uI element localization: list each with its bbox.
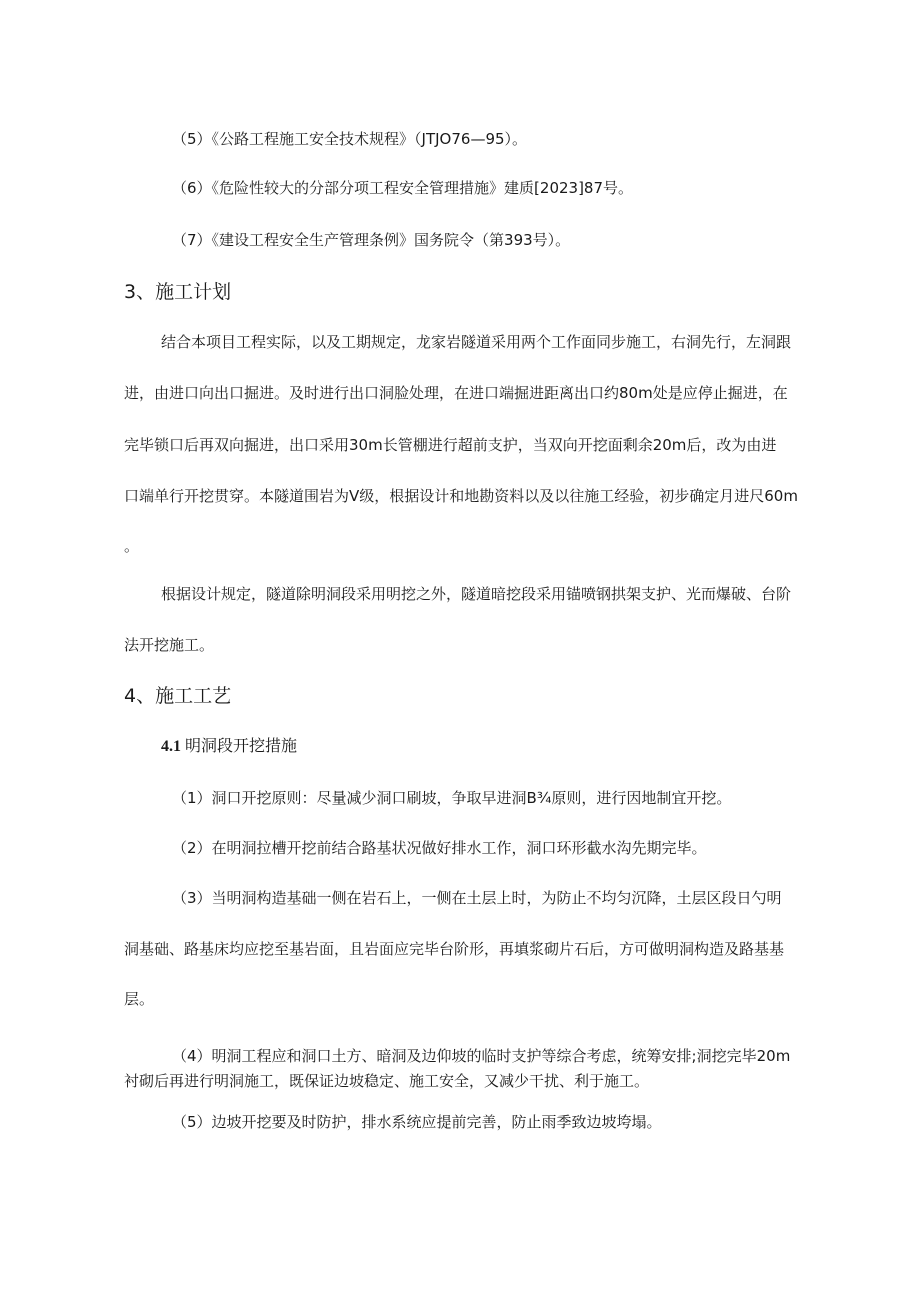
subsection-4-1-number: 4.1 — [161, 738, 181, 755]
ref-item-5: （5）《公路工程施工安全技术规程》（JTJO76—95）。 — [172, 130, 528, 148]
section-4-item-3-line1: （3）当明洞构造基础一侧在岩石上，一侧在土层上时，为防止不均匀沉降，土层区段日勺明 — [172, 889, 782, 907]
section-4-heading: 4、施工工艺 — [124, 685, 232, 707]
section-4-item-5: （5）边坡开挖要及时防护，排水系统应提前完善，防止雨季致边坡垮塌。 — [172, 1113, 662, 1131]
section-3-para1-line4: 口端单行开挖贯穿。本隧道围岩为V级，根据设计和地勘资料以及以往施工经验，初步确定月进尺60m — [124, 487, 798, 505]
section-3-para1-line3: 完毕锁口后再双向掘进，出口采用30m长管棚进行超前支护，当双向开挖面剩余20m后，改为由进 — [124, 436, 777, 454]
section-3-para2-line2: 法开挖施工。 — [124, 636, 215, 654]
section-3-para1-line2: 进，由进口向出口掘进。及时进行出口洞脸处理，在进口端掘进距离出口约80m处是应停止掘进，在 — [124, 384, 788, 402]
section-3-para1-line1: 结合本项目工程实际，以及工期规定，龙家岩隧道采用两个工作面同步施工，右洞先行，左洞跟 — [161, 333, 792, 351]
section-4-item-4-line2: 衬砌后再进行明洞施工，既保证边坡稳定、施工安全，又减少干扰、利于施工。 — [124, 1072, 650, 1090]
section-4-item-3-line2: 洞基础、路基床均应挖至基岩面，且岩面应完毕台阶形，再填浆砌片石后，方可做明洞构造及路基基 — [124, 940, 785, 958]
subsection-4-1-heading — [161, 735, 297, 758]
section-4-item-4-line1: （4）明洞工程应和洞口土方、暗洞及边仰坡的临时支护等综合考虑，统筹安排;洞挖完毕20m — [172, 1047, 791, 1065]
section-3-heading: 3、施工计划 — [124, 281, 232, 303]
section-4-item-1: （1）洞口开挖原则：尽量减少洞口刷坡，争取早进洞B¾原则，进行因地制宜开挖。 — [172, 789, 732, 807]
section-4-item-2: （2）在明洞拉槽开挖前结合路基状况做好排水工作，洞口环形截水沟先期完毕。 — [172, 839, 707, 857]
subsection-4-1-title: 明洞段开挖措施 — [185, 736, 298, 755]
section-4-item-3-line3: 层。 — [124, 990, 155, 1008]
ref-item-6: （6）《危险性较大的分部分项工程安全管理措施》建质[2023]87号。 — [172, 179, 634, 197]
section-3-para1-line5: 。 — [124, 537, 140, 555]
ref-item-7: （7）《建设工程安全生产管理条例》国务院令（第393号）。 — [172, 231, 571, 249]
section-3-para2-line1: 根据设计规定，隧道除明洞段采用明挖之外，隧道暗挖段采用锚喷钢拱架支护、光而爆破、台阶 — [161, 585, 792, 603]
